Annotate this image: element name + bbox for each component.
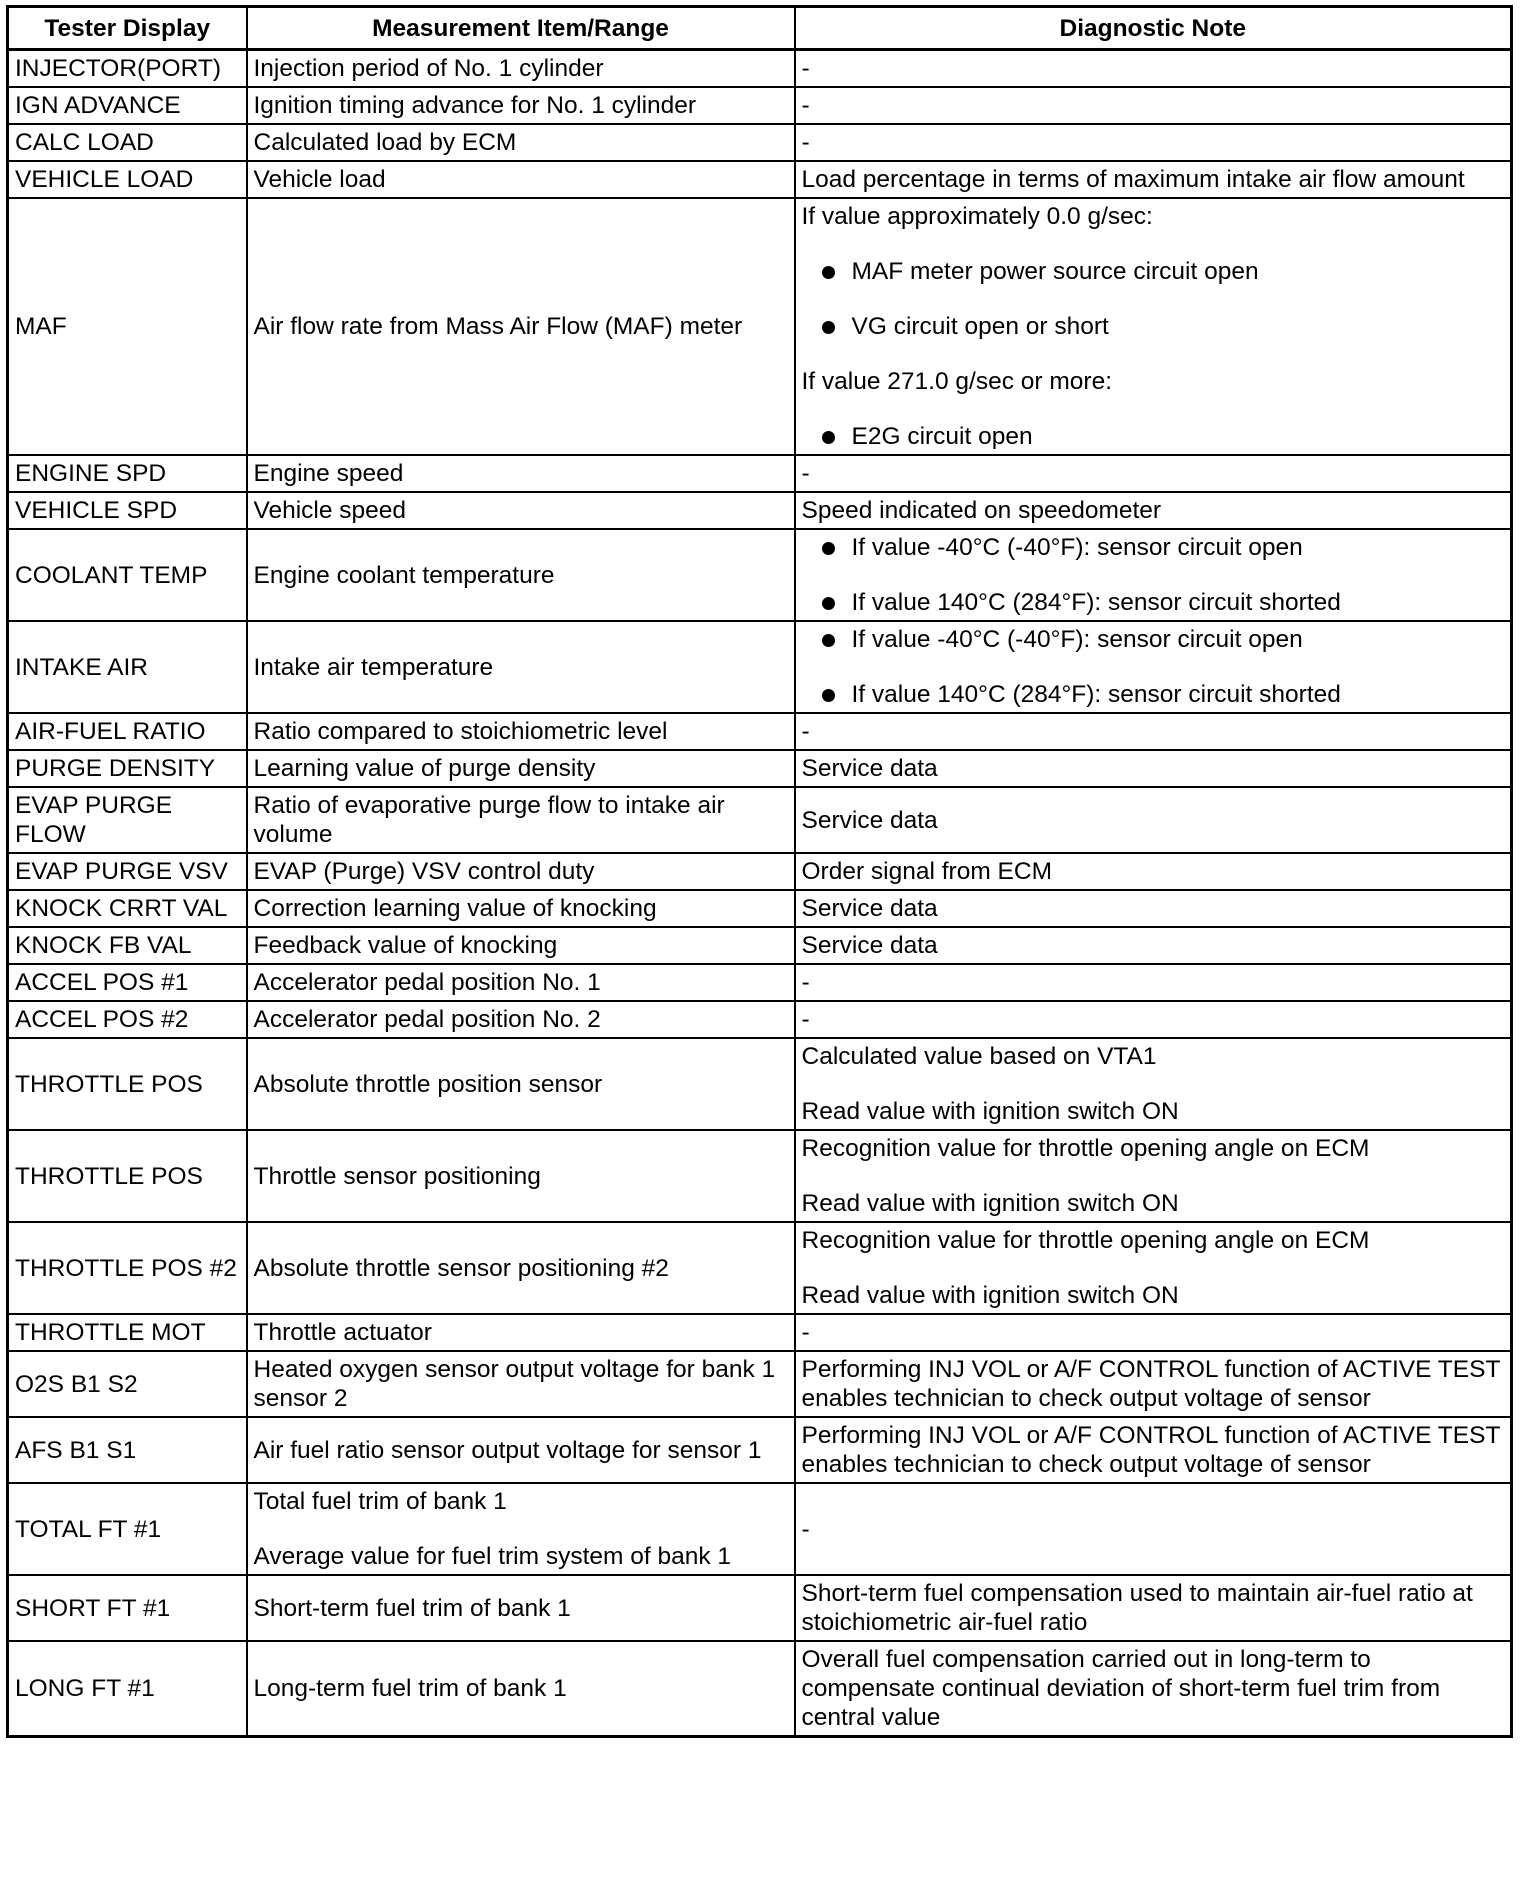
- table-row: [8, 964, 1512, 1001]
- tester-display-cell: VEHICLE LOAD: [8, 161, 247, 198]
- measurement-item-cell: [247, 161, 795, 198]
- diagnostic-note-text: Service data: [801, 755, 938, 782]
- diagnostic-note-cell: [795, 1641, 1512, 1737]
- diagnostic-note-text: Calculated value based on VTA1: [801, 1043, 1157, 1070]
- table-row: [8, 492, 1512, 529]
- measurement-item-text: Throttle actuator: [253, 1319, 432, 1346]
- bullet-item: If value -40°C (-40°F): sensor circuit open: [802, 625, 1505, 654]
- table-body: [8, 50, 1512, 1737]
- bullet-item: If value -40°C (-40°F): sensor circuit open: [802, 533, 1505, 562]
- tester-display-cell: LONG FT #1: [8, 1641, 247, 1737]
- diagnostic-note-text: Read value with ignition switch ON: [801, 1190, 1179, 1217]
- diagnostic-note-cell: [795, 87, 1512, 124]
- measurement-item-cell: [247, 964, 795, 1001]
- tester-display-cell: THROTTLE POS #2: [8, 1222, 247, 1314]
- diagnostic-note-text: Service data: [801, 895, 938, 922]
- table-row: [8, 1038, 1512, 1130]
- diagnostic-note-text: Speed indicated on speedometer: [801, 497, 1162, 524]
- diagnostic-note-text: Load percentage in terms of maximum intake air flow amount: [801, 166, 1465, 193]
- diagnostic-note-cell: [795, 50, 1512, 88]
- measurement-item-text: Air fuel ratio sensor output voltage for sensor 1: [253, 1436, 762, 1464]
- bullet-item: MAF meter power source circuit open: [802, 257, 1505, 286]
- tester-display-cell: COOLANT TEMP: [8, 529, 247, 621]
- diagnostic-note-cell: [795, 1351, 1512, 1417]
- measurement-item-cell: [247, 492, 795, 529]
- tester-display-cell: PURGE DENSITY: [8, 750, 247, 787]
- measurement-item-cell: [247, 198, 795, 455]
- diagnostic-note-cell: [795, 455, 1512, 492]
- bullet-item: If value 140°C (284°F): sensor circuit shorted: [802, 680, 1505, 709]
- diagnostic-note-cell: [795, 1222, 1512, 1314]
- table-row: [8, 1351, 1512, 1417]
- diagnostic-note-text: If value 271.0 g/sec or more:: [801, 368, 1112, 395]
- diagnostic-note-text: Order signal from ECM: [801, 858, 1053, 885]
- diagnostic-note-cell: [795, 713, 1512, 750]
- measurement-item-text: Absolute throttle sensor positioning #2: [253, 1254, 669, 1282]
- diagnostic-note-text: Read value with ignition switch ON: [801, 1098, 1179, 1125]
- table-row: [8, 50, 1512, 88]
- measurement-item-cell: [247, 1001, 795, 1038]
- measurement-item-text: Accelerator pedal position No. 1: [253, 969, 601, 996]
- diagnostic-note-cell: [795, 1130, 1512, 1222]
- measurement-item-cell: [247, 787, 795, 853]
- table-row: [8, 1314, 1512, 1351]
- diagnostic-note-cell: [795, 1575, 1512, 1641]
- diagnostic-note-cell: [795, 621, 1512, 713]
- measurement-item-text: Air flow rate from Mass Air Flow (MAF) meter: [253, 313, 743, 340]
- bullet-item: If value 140°C (284°F): sensor circuit shorted: [802, 588, 1505, 617]
- measurement-item-cell: [247, 1641, 795, 1737]
- table-row: [8, 198, 1512, 455]
- table-row: [8, 1417, 1512, 1483]
- table-row: [8, 455, 1512, 492]
- diagnostic-note-cell: [795, 198, 1512, 455]
- measurement-item-text: EVAP (Purge) VSV control duty: [253, 858, 595, 885]
- table-row: [8, 1575, 1512, 1641]
- table-row: [8, 1001, 1512, 1038]
- data-list-table: [6, 5, 1513, 1738]
- diagnostic-note-text: -: [801, 129, 810, 156]
- diagnostic-note-text: Recognition value for throttle opening angle on ECM: [801, 1227, 1370, 1254]
- measurement-item-cell: [247, 1038, 795, 1130]
- measurement-item-text: Learning value of purge density: [253, 755, 596, 782]
- measurement-item-cell: [247, 455, 795, 492]
- tester-display-cell: INTAKE AIR: [8, 621, 247, 713]
- diagnostic-note-text: Service data: [801, 806, 938, 834]
- diagnostic-note-text: -: [801, 1006, 810, 1033]
- bullet-item: VG circuit open or short: [802, 312, 1505, 341]
- tester-display-cell: ACCEL POS #2: [8, 1001, 247, 1038]
- diagnostic-note-text: Performing INJ VOL or A/F CONTROL function of ACTIVE TEST enables technician to check output voltage of sensor: [801, 1422, 1500, 1478]
- measurement-item-text: Calculated load by ECM: [253, 129, 517, 156]
- diagnostic-note-cell: [795, 964, 1512, 1001]
- diagnostic-note-text: -: [801, 55, 810, 82]
- measurement-item-text: Heated oxygen sensor output voltage for bank 1 sensor 2: [253, 1356, 776, 1412]
- measurement-item-text: Accelerator pedal position No. 2: [253, 1006, 601, 1033]
- measurement-item-text: Short-term fuel trim of bank 1: [253, 1594, 571, 1622]
- measurement-item-cell: [247, 713, 795, 750]
- measurement-item-cell: [247, 621, 795, 713]
- measurement-item-text: Intake air temperature: [253, 653, 494, 681]
- tester-display-cell: AIR-FUEL RATIO: [8, 713, 247, 750]
- diagnostic-note-cell: [795, 492, 1512, 529]
- diagnostic-note-cell: [795, 124, 1512, 161]
- table-row: [8, 750, 1512, 787]
- measurement-item-text: Absolute throttle position sensor: [253, 1070, 603, 1098]
- table-row: [8, 713, 1512, 750]
- measurement-item-cell: [247, 1351, 795, 1417]
- tester-display-cell: O2S B1 S2: [8, 1351, 247, 1417]
- diagnostic-note-text: Service data: [801, 932, 938, 959]
- table-row: [8, 529, 1512, 621]
- header-tester-display: Tester Display: [8, 7, 247, 50]
- diagnostic-note-text: Short-term fuel compensation used to maintain air-fuel ratio at stoichiometric air-fuel ratio: [801, 1580, 1473, 1636]
- measurement-item-text: Engine coolant temperature: [253, 561, 555, 589]
- table-row: [8, 890, 1512, 927]
- measurement-item-cell: [247, 1222, 795, 1314]
- tester-display-cell: KNOCK FB VAL: [8, 927, 247, 964]
- tester-display-cell: INJECTOR(PORT): [8, 50, 247, 88]
- tester-display-cell: SHORT FT #1: [8, 1575, 247, 1641]
- measurement-item-cell: [247, 50, 795, 88]
- diagnostic-note-cell: [795, 161, 1512, 198]
- measurement-item-text: Feedback value of knocking: [253, 932, 558, 959]
- tester-display-cell: CALC LOAD: [8, 124, 247, 161]
- bullet-item: E2G circuit open: [802, 422, 1505, 451]
- header-diagnostic-note: Diagnostic Note: [795, 7, 1512, 50]
- tester-display-cell: MAF: [8, 198, 247, 455]
- measurement-item-cell: [247, 927, 795, 964]
- measurement-item-cell: [247, 750, 795, 787]
- diagnostic-note-text: Performing INJ VOL or A/F CONTROL function of ACTIVE TEST enables technician to check output voltage of sensor: [801, 1356, 1500, 1412]
- measurement-item-cell: [247, 853, 795, 890]
- diagnostic-note-cell: [795, 1417, 1512, 1483]
- measurement-item-text: Ignition timing advance for No. 1 cylinder: [253, 92, 697, 119]
- diagnostic-note-text: Overall fuel compensation carried out in long-term to compensate continual deviation of short-term fuel trim from central value: [801, 1646, 1441, 1731]
- measurement-item-text: Engine speed: [253, 460, 404, 487]
- diagnostic-note-text: -: [801, 1319, 810, 1346]
- table-row: [8, 853, 1512, 890]
- measurement-item-cell: [247, 529, 795, 621]
- tester-display-cell: ACCEL POS #1: [8, 964, 247, 1001]
- tester-display-cell: EVAP PURGE VSV: [8, 853, 247, 890]
- table-row: [8, 1222, 1512, 1314]
- measurement-item-text: Total fuel trim of bank 1: [253, 1488, 507, 1515]
- measurement-item-cell: [247, 890, 795, 927]
- measurement-item-text: Ratio of evaporative purge flow to intake air volume: [253, 792, 725, 848]
- diagnostic-note-cell: [795, 1483, 1512, 1575]
- measurement-item-cell: [247, 1483, 795, 1575]
- table-row: [8, 927, 1512, 964]
- diagnostic-note-cell: [795, 787, 1512, 853]
- measurement-item-text: Injection period of No. 1 cylinder: [253, 55, 604, 82]
- table-row: [8, 1130, 1512, 1222]
- table-row: [8, 787, 1512, 853]
- measurement-item-cell: [247, 124, 795, 161]
- tester-display-cell: THROTTLE POS: [8, 1038, 247, 1130]
- measurement-item-cell: [247, 1130, 795, 1222]
- diagnostic-note-text: -: [801, 1515, 810, 1543]
- tester-display-cell: THROTTLE POS: [8, 1130, 247, 1222]
- table-row: [8, 124, 1512, 161]
- measurement-item-text: Vehicle speed: [253, 497, 407, 524]
- tester-display-cell: THROTTLE MOT: [8, 1314, 247, 1351]
- diagnostic-note-text: If value approximately 0.0 g/sec:: [801, 203, 1153, 230]
- diagnostic-note-cell: [795, 927, 1512, 964]
- diagnostic-note-cell: [795, 853, 1512, 890]
- measurement-item-cell: [247, 87, 795, 124]
- tester-display-cell: KNOCK CRRT VAL: [8, 890, 247, 927]
- table-header: [8, 7, 1512, 50]
- tester-display-cell: TOTAL FT #1: [8, 1483, 247, 1575]
- diagnostic-note-text: -: [801, 92, 810, 119]
- header-measurement-item: Measurement Item/Range: [247, 7, 795, 50]
- diagnostic-note-cell: [795, 1001, 1512, 1038]
- header-row: [8, 7, 1512, 50]
- measurement-item-text: Vehicle load: [253, 166, 386, 193]
- diagnostic-note-cell: [795, 1038, 1512, 1130]
- diagnostic-note-cell: [795, 890, 1512, 927]
- diagnostic-note-cell: [795, 529, 1512, 621]
- tester-display-cell: EVAP PURGE FLOW: [8, 787, 247, 853]
- diagnostic-note-text: -: [801, 969, 810, 996]
- measurement-item-cell: [247, 1314, 795, 1351]
- measurement-item-cell: [247, 1417, 795, 1483]
- measurement-item-text: Average value for fuel trim system of bank 1: [253, 1543, 732, 1570]
- measurement-item-text: Ratio compared to stoichiometric level: [253, 718, 668, 745]
- diagnostic-note-cell: [795, 1314, 1512, 1351]
- table-row: [8, 621, 1512, 713]
- diagnostic-note-text: Read value with ignition switch ON: [801, 1282, 1179, 1309]
- diagnostic-note-text: -: [801, 460, 810, 487]
- measurement-item-text: Correction learning value of knocking: [253, 895, 657, 922]
- measurement-item-text: Throttle sensor positioning: [253, 1162, 541, 1190]
- measurement-item-cell: [247, 1575, 795, 1641]
- diagnostic-data-sheet: [6, 5, 1510, 1738]
- table-row: [8, 1483, 1512, 1575]
- tester-display-cell: IGN ADVANCE: [8, 87, 247, 124]
- diagnostic-note-cell: [795, 750, 1512, 787]
- table-row: [8, 1641, 1512, 1737]
- table-row: [8, 87, 1512, 124]
- tester-display-cell: ENGINE SPD: [8, 455, 247, 492]
- diagnostic-note-text: Recognition value for throttle opening angle on ECM: [801, 1135, 1370, 1162]
- tester-display-cell: AFS B1 S1: [8, 1417, 247, 1483]
- measurement-item-text: Long-term fuel trim of bank 1: [253, 1675, 567, 1702]
- diagnostic-note-text: -: [801, 718, 810, 745]
- table-row: [8, 161, 1512, 198]
- tester-display-cell: VEHICLE SPD: [8, 492, 247, 529]
